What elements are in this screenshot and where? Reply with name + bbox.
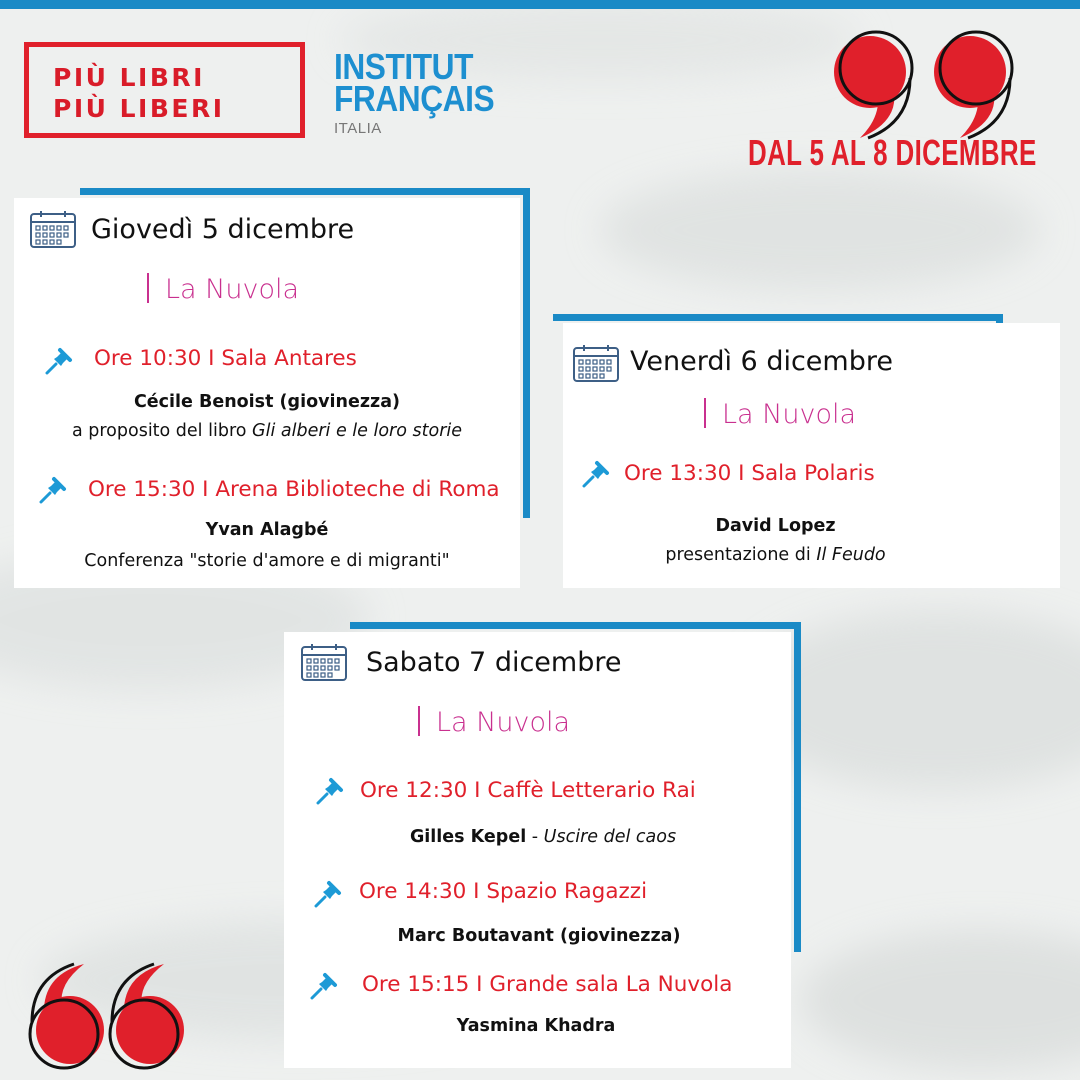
pushpin-icon (314, 880, 342, 908)
piu-libri-logo (24, 42, 305, 138)
calendar-icon (29, 211, 77, 249)
institut-francais-logo (334, 46, 516, 137)
venue-label (704, 398, 856, 430)
pushpin-icon (316, 777, 344, 805)
event-speaker: Yvan Alagbé (205, 520, 329, 540)
venue-label (147, 273, 299, 305)
event-dates: DAL 5 AL 8 DICEMBRE (748, 132, 1037, 173)
day-card-friday (563, 323, 1060, 588)
event-description: Conferenza "storie d'amore e di migranti" (84, 551, 450, 571)
event-time-location: Ore 10:30 I Sala Antares (94, 346, 357, 371)
top-accent-bar (0, 0, 1080, 9)
pushpin-icon (39, 476, 67, 504)
logo-line-1: PIÙ LIBRI (53, 63, 205, 92)
day-card-saturday (284, 632, 791, 1068)
quote-close-icon (818, 22, 1032, 142)
venue-name: La Nuvola (165, 274, 300, 305)
event-time-location: Ore 13:30 I Sala Polaris (624, 461, 875, 486)
day-card-thursday (14, 198, 520, 588)
venue-name: La Nuvola (722, 399, 857, 430)
italia-line: ITALIA (334, 120, 382, 137)
pushpin-icon (582, 460, 610, 488)
event-time-location: Ore 15:15 I Grande sala La Nuvola (362, 972, 733, 997)
pushpin-icon (310, 972, 338, 1000)
event-time-location: Ore 14:30 I Spazio Ragazzi (359, 879, 648, 904)
event-speaker: David Lopez (715, 516, 836, 536)
day-title: Venerdì 6 dicembre (630, 346, 893, 377)
calendar-icon (572, 345, 620, 383)
day-title: Sabato 7 dicembre (366, 647, 622, 678)
event-speaker: Gilles Kepel - Uscire del caos (409, 827, 677, 847)
logo-line-2: PIÙ LIBERI (53, 94, 225, 123)
quote-open-icon (18, 958, 198, 1074)
venue-label (418, 706, 570, 738)
francais-line: FRANÇAIS (334, 78, 495, 119)
event-speaker: Marc Boutavant (giovinezza) (397, 926, 681, 946)
day-title: Giovedì 5 dicembre (91, 214, 355, 245)
venue-name: La Nuvola (436, 707, 571, 738)
event-time-location: Ore 12:30 I Caffè Letterario Rai (360, 778, 696, 803)
institut-line: INSTITUT (334, 46, 474, 87)
event-speaker: Cécile Benoist (giovinezza) (133, 392, 401, 412)
calendar-icon (300, 644, 348, 682)
pushpin-icon (45, 347, 73, 375)
event-speaker: Yasmina Khadra (456, 1016, 616, 1036)
event-description: presentazione di Il Feudo (665, 545, 886, 565)
event-time-location: Ore 15:30 I Arena Biblioteche di Roma (88, 477, 500, 502)
event-description: a proposito del libro Gli alberi e le loro storie (71, 421, 463, 441)
